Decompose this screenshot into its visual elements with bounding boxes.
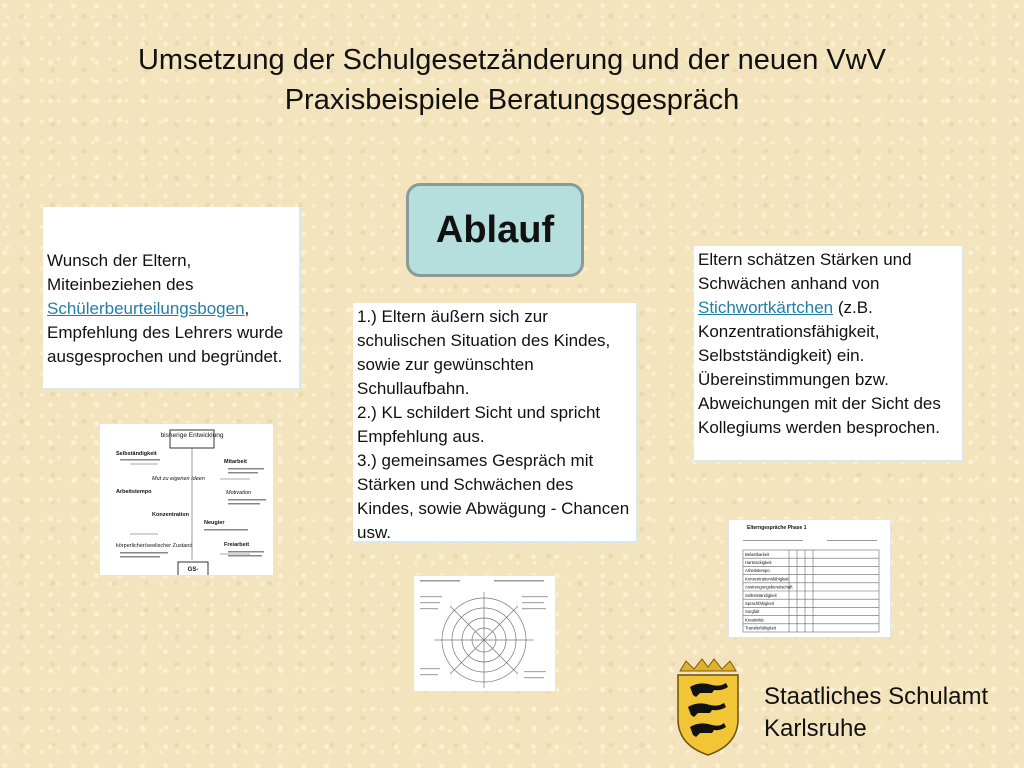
thumb3-row-label: Kreativität — [745, 617, 764, 623]
step-1: 1.) Eltern äußern sich zur schulischen Situation des Kindes, sowie zur gewünschten Schullaufbahn. — [357, 307, 611, 398]
thumb1-label-6: Neugier — [204, 520, 225, 526]
thumb1-label-0: Selbständigkeit — [116, 451, 157, 457]
thumb1-label-3: Mut zu eigenen Ideen — [152, 476, 205, 482]
thumb1-label-8: Freiarbeit — [224, 542, 250, 548]
thumb1-label-1: Mitarbeit — [224, 459, 247, 465]
thumb1-label-7: körperlicher/seelischer Zustand — [116, 543, 193, 549]
parent-wish-text-2: , Empfehlung des Lehrers wurde ausgesprochen und begründet. — [47, 299, 284, 366]
thumb3-row-label: Sorgfalt — [745, 609, 760, 615]
title-line-2: Praxisbeispiele Beratungsgespräch — [284, 84, 740, 116]
rating-table-thumbnail — [728, 519, 891, 638]
circle-worksheet-thumbnail — [413, 575, 556, 692]
title-line-1: Umsetzung der Schulgesetzänderung und der neuen VwV — [137, 44, 887, 76]
thumb1-label-2: Arbeitstempo — [116, 489, 152, 495]
thumb3-row-label: Anstrengungsbereitschaft — [745, 584, 793, 590]
state-crest-logo — [672, 657, 744, 757]
school-office-label — [764, 681, 988, 745]
thumb3-title: Elterngespräche Phase 1 — [747, 525, 807, 531]
footer-line-1: Staatliches Schulamt — [764, 683, 989, 710]
strengths-box — [694, 246, 964, 462]
thumb3-row-label: Transferfähigkeit — [745, 625, 777, 631]
thumb3-row-label: Arbeitstempo — [745, 568, 770, 574]
slide-title — [0, 40, 1024, 120]
ablauf-label: Ablauf — [435, 208, 555, 251]
development-chart-thumbnail — [99, 423, 274, 576]
thumb1-label-9: GS- — [187, 567, 199, 573]
strengths-text-2: (z.B. Konzentrationsfähigkeit, Selbstständigkeit) ein. Übereinstimmungen bzw. Abweichungen mit der Sicht des Kollegiums werden besprochen. — [698, 298, 941, 437]
step-2: 2.) KL schildert Sicht und spricht Empfehlung aus. — [357, 403, 601, 446]
process-steps-box — [353, 303, 638, 543]
thumb3-row-label: Hartnäckigkeit — [745, 560, 772, 565]
thumb1-label-5: Konzentration — [152, 512, 189, 518]
stichwortkaertchen-link[interactable]: Stichwortkärtchen — [698, 298, 834, 317]
thumb1-header: bisherige Entwicklung — [160, 432, 224, 439]
strengths-text-1: Eltern schätzen Stärken und Schwächen anhand von — [698, 250, 912, 293]
footer-line-2: Karlsruhe — [764, 715, 867, 742]
thumb3-row-label: Konzentrationsfähigkeit — [745, 576, 789, 582]
ablauf-heading-box — [406, 183, 584, 277]
thumb1-label-4: Motivation — [226, 490, 252, 496]
thumb3-row-label: Belastbarkeit — [745, 551, 770, 557]
step-3: 3.) gemeinsames Gespräch mit Stärken und Schwächen des Kindes, sowie Abwägung - Chancen usw. — [357, 451, 630, 542]
schuelerbeurteilungsbogen-link[interactable]: Schülerbeurteilungsbogen — [47, 299, 245, 318]
thumb3-row-label: Sprachfähigkeit — [745, 601, 774, 606]
parent-wish-box — [43, 207, 301, 390]
thumb3-row-label: Selbstständigkeit — [745, 592, 777, 598]
parent-wish-text-1: Wunsch der Eltern, Miteinbeziehen des — [47, 251, 194, 294]
